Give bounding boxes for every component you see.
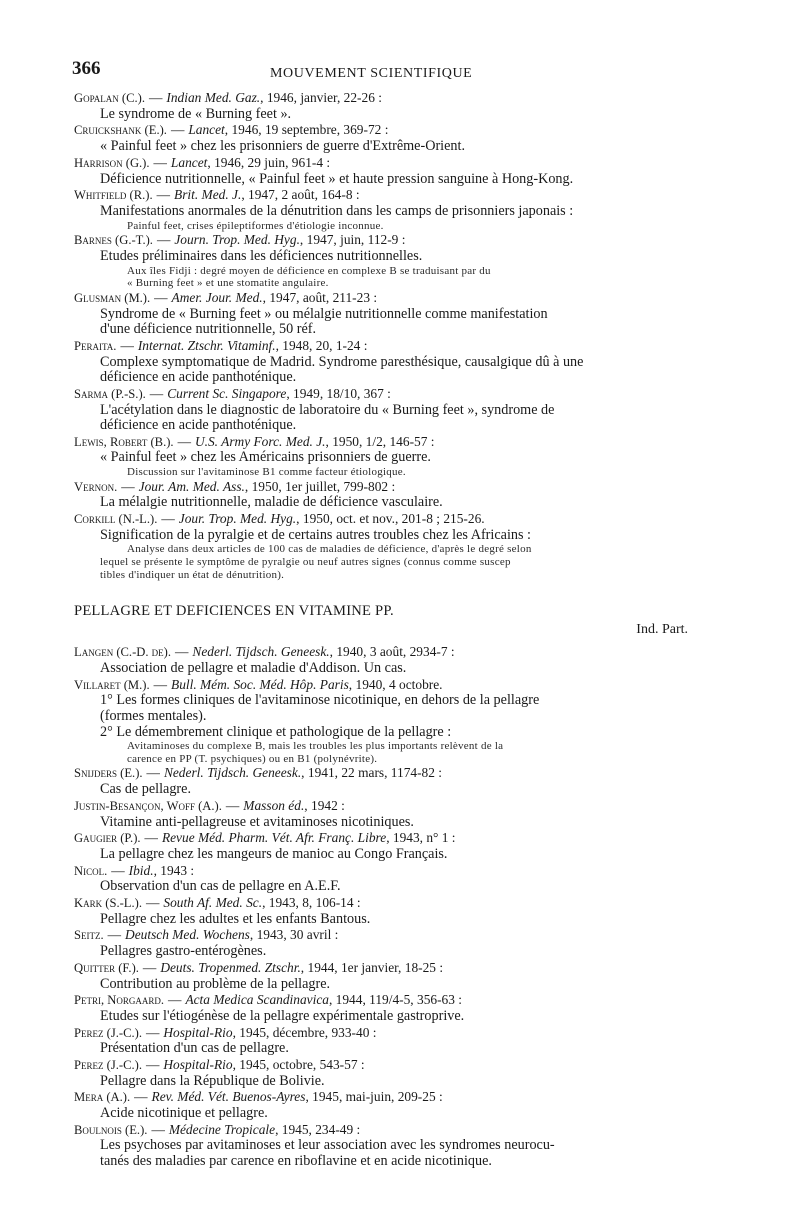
- entry-journal: Revue Méd. Pharm. Vét. Afr. Franç. Libre: [161, 830, 387, 846]
- entry-author: Sarma (P.-S.).: [74, 386, 146, 401]
- entry-description: Déficience nutritionnelle, « Painful feet » et haute pression sanguine à Hong-Kong.: [100, 170, 574, 187]
- bibliography-entry: [74, 927, 686, 959]
- entry-reference: , 1947, juin, 112-9 :: [299, 232, 406, 248]
- entry-author: Harrison (G.).: [74, 155, 150, 170]
- entry-author: Barnes (G.-T.).: [74, 233, 153, 248]
- entry-description: La pellagre chez les mangeurs de manioc au Congo Français.: [100, 845, 448, 862]
- citation-line: [74, 960, 686, 977]
- bibliography-entry: [74, 1025, 686, 1057]
- em-dash-separator: —: [145, 1056, 160, 1072]
- entry-reference: , 1947, août, 211-23 :: [262, 289, 378, 305]
- entry-author: Lewis, Robert (B.).: [74, 434, 174, 449]
- citation-line: [74, 155, 686, 172]
- entry-reference: , 1942 :: [304, 797, 345, 813]
- entry-description: déficience en acide panthoténique.: [100, 417, 297, 434]
- entry-reference: , 1945, décembre, 933-40 :: [232, 1024, 377, 1040]
- citation-line: [74, 187, 686, 204]
- entry-reference: , 1944, 1er janvier, 18-25 :: [300, 959, 444, 975]
- entry-note: carence en PP (T. psychiques) ou en B1 (polynévrite).: [127, 752, 378, 765]
- entry-description: L'acétylation dans le diagnostic de laboratoire du « Burning feet », syndrome de: [100, 401, 555, 418]
- em-dash-separator: —: [120, 337, 134, 353]
- citation-line: [74, 863, 686, 880]
- entry-description: Complexe symptomatique de Madrid. Syndrome paresthésique, causalgique dû à une: [100, 353, 584, 370]
- citation-line: [74, 479, 686, 496]
- citation-line: [74, 798, 686, 815]
- entry-journal: Amer. Jour. Med.: [171, 289, 263, 305]
- entry-description: Observation d'un cas de pellagre en A.E.F.: [100, 878, 341, 895]
- em-dash-separator: —: [153, 154, 167, 170]
- bibliography-entry: [74, 765, 686, 797]
- entry-author: Petri, Norgaard.: [74, 993, 165, 1008]
- entry-author: Villaret (M.).: [74, 677, 150, 692]
- bibliography-entry: [74, 798, 686, 830]
- entry-reference: , 1943, 30 avril :: [249, 927, 339, 943]
- entry-author: Justin-Besançon, Woff (A.).: [74, 798, 222, 813]
- entry-note: tibles d'indiquer un état de dénutrition).: [100, 568, 285, 581]
- entry-author: Peraita.: [74, 338, 117, 353]
- entry-journal: Lancet: [188, 122, 225, 138]
- citation-line: [74, 434, 686, 451]
- entry-reference: , 1950, 1/2, 146-57 :: [325, 433, 435, 449]
- entry-reference: , 1945, 234-49 :: [275, 1121, 361, 1137]
- entry-reference: , 1941, 22 mars, 1174-82 :: [301, 765, 443, 781]
- bibliography-entry: [74, 830, 686, 862]
- citation-line: [74, 677, 686, 694]
- bibliography-entry: [74, 644, 686, 676]
- citation-line: [74, 511, 686, 528]
- bibliography-entry: [74, 187, 686, 232]
- citation-line: [74, 1122, 686, 1139]
- entry-author: Nicol.: [74, 863, 108, 878]
- em-dash-separator: —: [154, 289, 168, 305]
- entry-author: Vernon.: [74, 479, 118, 494]
- entry-author: Glusman (M.).: [74, 290, 151, 305]
- entry-reference: , 1945, octobre, 543-57 :: [232, 1056, 365, 1072]
- entry-description: Le syndrome de « Burning feet ».: [100, 105, 292, 122]
- em-dash-separator: —: [149, 90, 163, 105]
- entry-note: Aux îles Fidji : degré moyen de déficience en complexe B se traduisant par du: [127, 264, 491, 277]
- citation-line: [74, 1025, 686, 1042]
- entry-journal: Current Sc. Singapore: [167, 385, 287, 401]
- entry-journal: Hospital-Rio: [163, 1024, 233, 1040]
- entry-author: Mera (A.).: [74, 1090, 131, 1105]
- entry-journal: Nederl. Tijdsch. Geneesk.: [192, 644, 330, 660]
- em-dash-separator: —: [134, 1089, 148, 1105]
- entry-description: « Painful feet » chez les prisonniers de guerre d'Extrême-Orient.: [100, 138, 465, 155]
- entry-description: Pellagre chez les adultes et les enfants Bantous.: [100, 910, 371, 927]
- bibliography-entry: [74, 232, 686, 290]
- entry-author: Snijders (E.).: [74, 766, 143, 781]
- bibliography-entry: [74, 992, 686, 1024]
- entry-description: Signification de la pyralgie et de certains autres troubles chez les Africains :: [100, 526, 531, 543]
- entry-reference: , 1946, janvier, 22-26 :: [260, 90, 382, 105]
- em-dash-separator: —: [145, 1024, 160, 1040]
- bibliography-entry: [74, 479, 686, 511]
- citation-line: [74, 1057, 686, 1074]
- entry-journal: Jour. Am. Med. Ass.: [138, 478, 245, 494]
- entry-description: déficience en acide panthoténique.: [100, 369, 297, 386]
- em-dash-separator: —: [156, 187, 171, 203]
- entry-journal: Médecine Tropicale: [168, 1121, 276, 1137]
- entry-description: « Painful feet » chez les Américains prisonniers de guerre.: [100, 449, 431, 466]
- entry-description: Vitamine anti-pellagreuse et avitaminoses nicotiniques.: [100, 813, 414, 830]
- entry-description: Pellagres gastro-entérogènes.: [100, 943, 267, 960]
- running-title: MOUVEMENT SCIENTIFIQUE: [270, 66, 473, 81]
- entry-journal: Journ. Trop. Med. Hyg.: [174, 232, 300, 248]
- entry-journal: Hospital-Rio: [163, 1056, 233, 1072]
- entry-journal: Acta Medica Scandinavica: [185, 992, 329, 1008]
- entry-description: Contribution au problème de la pellagre.: [100, 975, 331, 992]
- entry-journal: South Af. Med. Sc.: [163, 894, 263, 910]
- entry-journal: U.S. Army Forc. Med. J.: [194, 433, 326, 449]
- em-dash-separator: —: [144, 830, 158, 846]
- entry-author: Seitz.: [74, 928, 104, 943]
- bibliography-entry: [74, 960, 686, 992]
- entry-journal: Bull. Mém. Soc. Méd. Hôp. Paris: [171, 676, 349, 692]
- entry-reference: , 1940, 4 octobre.: [348, 676, 443, 692]
- entry-journal: Deuts. Tropenmed. Ztschr.: [160, 959, 301, 975]
- entry-author: Kark (S.-L.).: [74, 895, 142, 910]
- entry-journal: Jour. Trop. Med. Hyg.: [178, 511, 297, 527]
- em-dash-separator: —: [121, 478, 135, 494]
- entry-author: Langen (C.-D. de).: [74, 645, 172, 660]
- citation-line: [74, 895, 686, 912]
- entry-description: 1° Les formes cliniques de l'avitaminose nicotinique, en dehors de la pellagre: [100, 692, 540, 709]
- em-dash-separator: —: [168, 992, 182, 1008]
- citation-line: [74, 338, 686, 355]
- entry-description: Association de pellagre et maladie d'Addison. Un cas.: [100, 660, 407, 677]
- em-dash-separator: —: [149, 385, 164, 401]
- entry-author: Gaugier (P.).: [74, 831, 141, 846]
- bibliography-entry: [74, 290, 686, 338]
- bibliography-entry: [74, 122, 686, 154]
- citation-line: [74, 386, 686, 403]
- em-dash-separator: —: [107, 927, 122, 943]
- bibliography-entry: [74, 1089, 686, 1121]
- entry-journal: Ibid.: [128, 862, 154, 878]
- entry-reference: , 1949, 18/10, 367 :: [286, 385, 391, 401]
- citation-line: [74, 644, 686, 661]
- bibliography-entry: [74, 1057, 686, 1089]
- em-dash-separator: —: [146, 765, 160, 781]
- bibliography-entry: [74, 1122, 686, 1170]
- entry-author: Corkill (N.-L.).: [74, 512, 158, 527]
- entry-author: Boulnois (E.).: [74, 1122, 148, 1137]
- entry-description: Les psychoses par avitaminoses et leur association avec les syndromes neurocu-: [100, 1137, 555, 1154]
- citation-line: [74, 765, 686, 782]
- entry-description: 2° Le démembrement clinique et pathologique de la pellagre :: [100, 723, 452, 740]
- entry-description: (formes mentales).: [100, 708, 207, 725]
- em-dash-separator: —: [225, 797, 240, 813]
- entry-author: Cruickshank (E.).: [74, 123, 167, 138]
- citation-line: [74, 830, 686, 847]
- section-title-pellagre: PELLAGRE ET DEFICIENCES EN VITAMINE PP.: [74, 603, 394, 620]
- bibliography-section-pellagre: [74, 644, 686, 1169]
- bibliography-entry: [74, 863, 686, 895]
- bibliography-entry: [74, 677, 686, 766]
- entry-description: Présentation d'un cas de pellagre.: [100, 1040, 289, 1057]
- entry-note: lequel se présente le symptôme de pyralgie ou neuf autres signes (connus comme suscep: [100, 556, 511, 569]
- entry-journal: Internat. Ztschr. Vitaminf.: [137, 337, 276, 353]
- entry-author: Perez (J.-C.).: [74, 1025, 142, 1040]
- entry-journal: Brit. Med. J.: [174, 187, 242, 203]
- bibliography-entry: [74, 895, 686, 927]
- entry-description: Syndrome de « Burning feet » ou mélalgie nutritionnelle comme manifestation: [100, 305, 548, 322]
- em-dash-separator: —: [151, 1121, 165, 1137]
- citation-line: [74, 232, 686, 249]
- entry-note: « Burning feet » et une stomatite angulaire.: [127, 277, 329, 290]
- entry-description: tanés des maladies par carence en riboflavine et en acide nicotinique.: [100, 1153, 492, 1170]
- entry-description: d'une déficience nutritionnelle, 50 réf.: [100, 321, 317, 338]
- entry-note: Analyse dans deux articles de 100 cas de maladies de déficience, d'après le degré selon: [127, 543, 532, 556]
- entry-journal: Lancet: [170, 154, 208, 170]
- entry-reference: , 1940, 3 août, 2934-7 :: [329, 644, 455, 660]
- section-subtitle: Ind. Part.: [636, 622, 688, 638]
- entry-reference: , 1950, oct. et nov., 201-8 ; 215-26.: [296, 511, 485, 527]
- entry-reference: , 1944, 119/4-5, 356-63 :: [328, 992, 462, 1008]
- bibliography-section-burning-feet: [74, 90, 686, 581]
- em-dash-separator: —: [111, 862, 125, 878]
- entry-description: Cas de pellagre.: [100, 781, 191, 798]
- em-dash-separator: —: [161, 511, 175, 527]
- entry-author: Whitfield (R.).: [74, 188, 153, 203]
- entry-description: Manifestations anormales de la dénutrition dans les camps de prisonniers japonais :: [100, 202, 574, 219]
- citation-line: [74, 927, 686, 944]
- entry-author: Quitter (F.).: [74, 960, 139, 975]
- entry-journal: Deutsch Med. Wochens: [125, 927, 250, 943]
- entry-description: Etudes préliminaires dans les déficiences nutritionnelles.: [100, 247, 423, 264]
- entry-author: Perez (J.-C.).: [74, 1057, 142, 1072]
- em-dash-separator: —: [156, 232, 171, 248]
- page-number: 366: [72, 58, 101, 79]
- entry-note: Painful feet, crises épileptiformes d'étiologie inconnue.: [127, 219, 384, 232]
- entry-reference: , 1948, 20, 1-24 :: [275, 337, 368, 353]
- entry-author: Gopalan (C.).: [74, 91, 146, 105]
- citation-line: [74, 122, 686, 139]
- entry-reference: , 1950, 1er juillet, 799-802 :: [244, 478, 396, 494]
- entry-reference: , 1945, mai-juin, 209-25 :: [305, 1089, 443, 1105]
- entry-journal: Indian Med. Gaz.: [166, 90, 261, 105]
- entry-reference: , 1947, 2 août, 164-8 :: [241, 187, 360, 203]
- citation-line: [74, 290, 686, 307]
- em-dash-separator: —: [145, 894, 160, 910]
- em-dash-separator: —: [170, 122, 185, 138]
- citation-line: [74, 992, 686, 1009]
- bibliography-entry: [74, 338, 686, 386]
- entry-reference: , 1946, 19 septembre, 369-72 :: [224, 122, 389, 138]
- entry-journal: Rev. Méd. Vét. Buenos-Ayres: [151, 1089, 306, 1105]
- entry-journal: Masson éd.: [243, 797, 305, 813]
- em-dash-separator: —: [177, 433, 191, 449]
- entry-reference: , 1943, n° 1 :: [386, 830, 456, 846]
- page-header: [74, 58, 686, 90]
- bibliography-entry: [74, 511, 686, 581]
- entry-reference: , 1943 :: [153, 862, 195, 878]
- document-page: [74, 58, 686, 1170]
- entry-journal: Nederl. Tijdsch. Geneesk.: [163, 765, 302, 781]
- entry-description: Pellagre dans la République de Bolivie.: [100, 1072, 325, 1089]
- bibliography-entry: [74, 155, 686, 187]
- entry-description: La mélalgie nutritionnelle, maladie de déficience vasculaire.: [100, 494, 443, 511]
- entry-reference: , 1943, 8, 106-14 :: [262, 894, 361, 910]
- bibliography-entry: [74, 90, 686, 122]
- bibliography-entry: [74, 434, 686, 479]
- entry-description: Etudes sur l'étiogénèse de la pellagre expérimentale gastroprive.: [100, 1007, 465, 1024]
- citation-line: [74, 1089, 686, 1106]
- citation-line: [74, 90, 686, 107]
- em-dash-separator: —: [142, 959, 157, 975]
- entry-note: Discussion sur l'avitaminose B1 comme facteur étiologique.: [127, 466, 406, 479]
- em-dash-separator: —: [175, 644, 189, 660]
- entry-description: Acide nicotinique et pellagre.: [100, 1105, 268, 1122]
- bibliography-entry: [74, 386, 686, 434]
- entry-reference: , 1946, 29 juin, 961-4 :: [207, 154, 331, 170]
- entry-note: Avitaminoses du complexe B, mais les troubles les plus importants relèvent de la: [127, 740, 504, 753]
- em-dash-separator: —: [153, 676, 168, 692]
